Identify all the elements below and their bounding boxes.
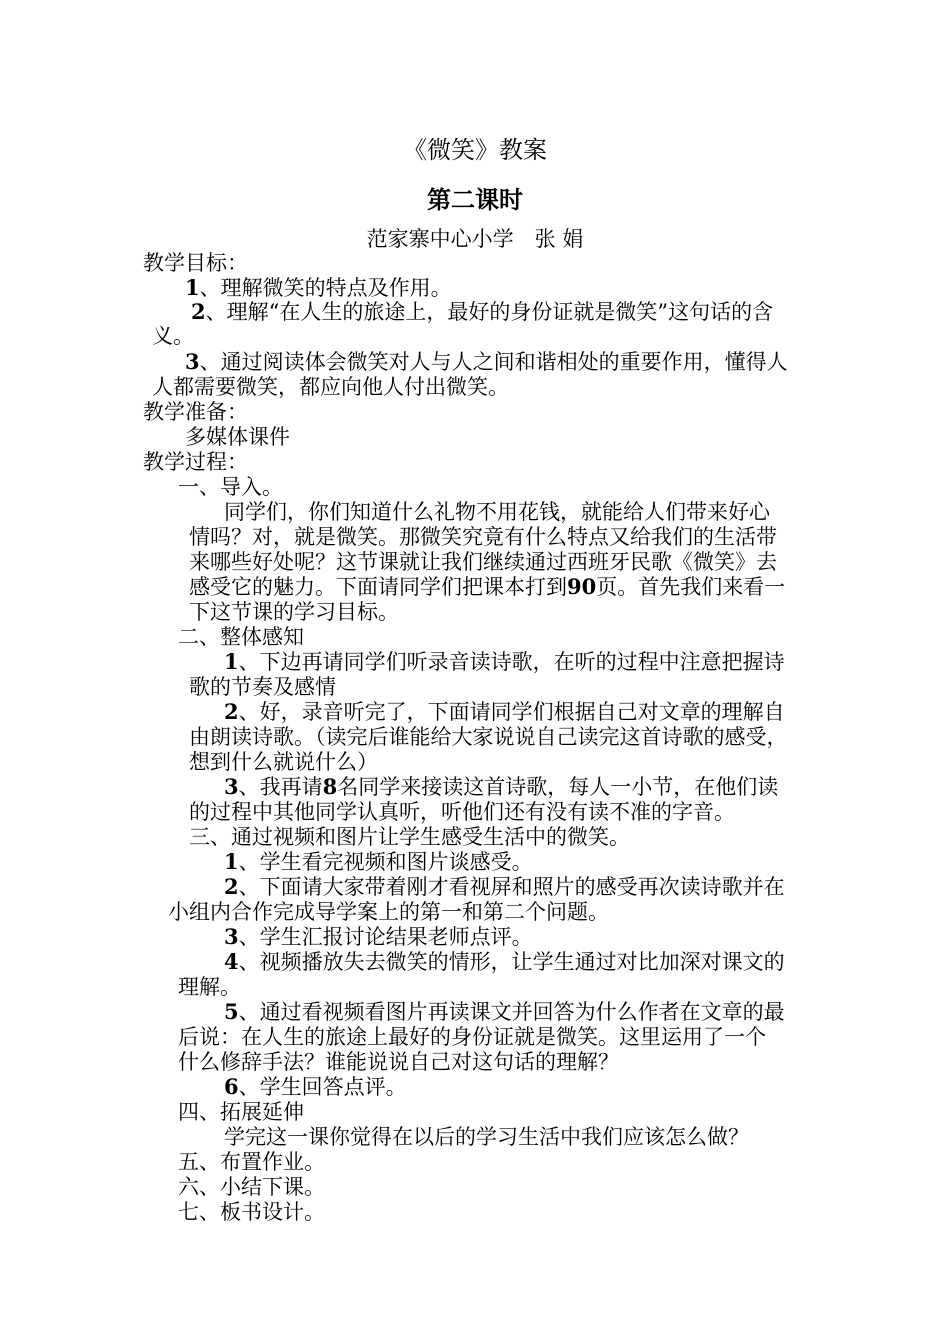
section-2-line: 的过程中其他同学认真听，听他们还有没有读不准的字音。 xyxy=(189,800,735,824)
section-5-heading: 五、布置作业。 xyxy=(178,1150,325,1174)
section-1-line: 情吗？对，就是微笑。那微笑究竟有什么特点又给我们的生活带 xyxy=(189,525,777,549)
section-3-line: 后说：在人生的旅途上最好的身份证就是微笑。这里运用了一个 xyxy=(178,1025,766,1049)
section-3-item xyxy=(224,850,533,874)
goal-number: 1 xyxy=(185,275,200,300)
section-7-heading: 七、板书设计。 xyxy=(178,1200,325,1224)
section-2-heading: 二、整体感知 xyxy=(178,625,304,649)
page-number: 90 xyxy=(567,574,597,599)
item-text: 、学生回答点评。 xyxy=(238,1075,407,1099)
item-text: 、学生汇报讨论结果老师点评。 xyxy=(238,925,533,949)
goal-item-1 xyxy=(185,276,452,300)
document-title: 《微笑》教案 xyxy=(403,136,547,164)
section-4-line: 学完这一课你觉得在以后的学习生活中我们应该怎么做？ xyxy=(224,1125,749,1149)
section-3-item xyxy=(224,1075,407,1099)
item-number: 4 xyxy=(224,949,239,974)
section-2-line: 由朗读诗歌。（读完后谁能给大家说说自己读完这首诗歌的感受， xyxy=(189,725,788,749)
item-number: 6 xyxy=(224,1074,239,1099)
section-2-line: 歌的节奏及感情 xyxy=(189,675,336,699)
section-3-heading: 三、通过视频和图片让学生感受生活中的微笑。 xyxy=(189,825,630,849)
goal-text: 、理解“在人生的旅途上，最好的身份证就是微笑”这句话的含 xyxy=(205,300,774,324)
section-6-heading: 六、小结下课。 xyxy=(178,1175,325,1199)
section-3-item xyxy=(224,950,785,974)
section-3-line: 小组内合作完成导学案上的第一和第二个问题。 xyxy=(168,900,609,924)
item-number: 2 xyxy=(224,874,239,899)
section-3-line: 什么修辞手法？谁能说说自己对这句话的理解？ xyxy=(178,1050,619,1074)
goal-text: 、理解微笑的特点及作用。 xyxy=(199,276,452,300)
goal-text: 、通过阅读体会微笑对人与人之间和谐相处的重要作用，懂得人 xyxy=(199,350,788,374)
prep-heading: 教学准备： xyxy=(143,400,248,424)
item-text: 、学生看完视频和图片谈感受。 xyxy=(238,850,533,874)
text-run: 页。首先我们来看一 xyxy=(596,575,786,599)
section-3-item xyxy=(224,875,785,899)
item-text: 、通过看视频看图片再读课文并回答为什么作者在文章的最 xyxy=(238,1000,785,1024)
document-subtitle: 第二课时 xyxy=(427,185,523,214)
section-1-line: 下这节课的学习目标。 xyxy=(189,600,399,624)
section-1-heading: 一、导入。 xyxy=(178,475,283,499)
section-3-item xyxy=(224,925,533,949)
item-number: 5 xyxy=(224,999,239,1024)
section-4-heading: 四、拓展延伸 xyxy=(178,1100,304,1124)
goal-item-2 xyxy=(191,300,773,324)
goal-item-3-cont: 人都需要微笑，都应向他人付出微笑。 xyxy=(152,375,509,399)
section-2-item xyxy=(224,775,778,799)
section-2-item xyxy=(224,650,785,674)
prep-item: 多媒体课件 xyxy=(185,425,290,449)
section-3-line: 理解。 xyxy=(178,975,241,999)
item-text: 、好，录音听完了，下面请同学们根据自己对文章的理解自 xyxy=(238,700,785,724)
text-run: 感受它的魅力。下面请同学们把课本打到 xyxy=(189,575,567,599)
item-number: 3 xyxy=(224,774,239,799)
author-line: 范家寨中心小学 张 娟 xyxy=(366,227,584,251)
item-text: 、下面请大家带着刚才看视屏和照片的感受再次读诗歌并在 xyxy=(238,875,785,899)
goals-heading: 教学目标： xyxy=(143,251,248,275)
item-text: 、我再请 xyxy=(238,775,323,799)
goal-item-3 xyxy=(185,350,788,374)
item-number: 3 xyxy=(224,924,239,949)
item-text: 名同学来接读这首诗歌，每人一小节，在他们读 xyxy=(337,775,779,799)
section-2-line: 想到什么就说什么） xyxy=(189,750,378,774)
count-number: 8 xyxy=(322,774,338,799)
process-heading: 教学过程： xyxy=(143,450,248,474)
section-1-line xyxy=(189,575,785,599)
section-2-item xyxy=(224,700,785,724)
section-1-line: 同学们，你们知道什么礼物不用花钱，就能给人们带来好心 xyxy=(224,500,770,524)
section-1-line: 来哪些好处呢？这节课就让我们继续通过西班牙民歌《微笑》去 xyxy=(189,550,777,574)
item-number: 1 xyxy=(224,649,239,674)
goal-number: 2 xyxy=(191,299,206,324)
item-text: 、视频播放失去微笑的情形，让学生通过对比加深对课文的 xyxy=(238,950,785,974)
section-3-item xyxy=(224,1000,785,1024)
goal-item-2-cont: 义。 xyxy=(152,324,194,348)
goal-number: 3 xyxy=(185,349,200,374)
item-number: 1 xyxy=(224,849,239,874)
item-number: 2 xyxy=(224,699,239,724)
item-text: 、下边再请同学们听录音读诗歌，在听的过程中注意把握诗 xyxy=(238,650,785,674)
